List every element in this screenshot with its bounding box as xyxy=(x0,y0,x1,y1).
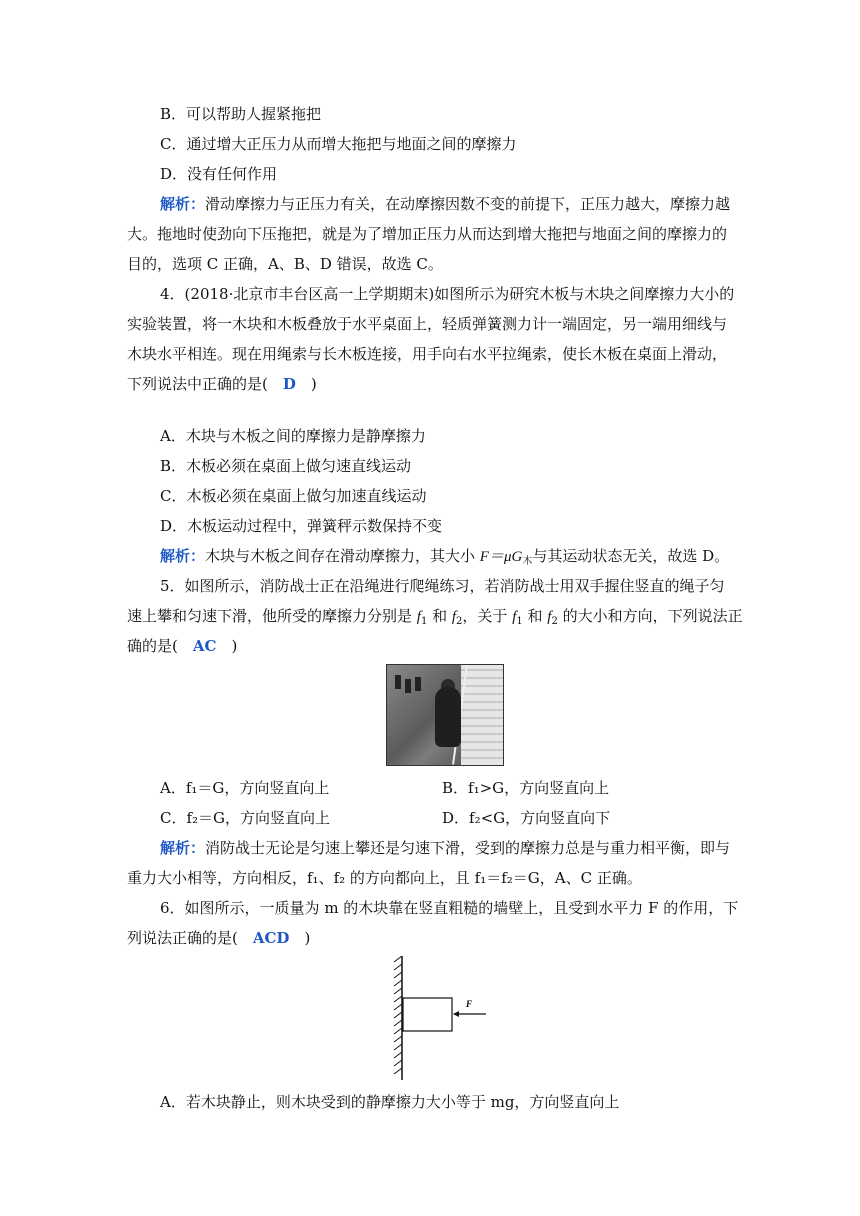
subscript-2: 2 xyxy=(551,616,558,627)
analysis-subscript: 木 xyxy=(522,556,533,567)
q3-analysis-line1 xyxy=(160,194,730,214)
analysis-formula: F＝μG xyxy=(479,549,523,565)
subscript-1: 1 xyxy=(420,616,428,627)
q3-option-b: B．可以帮助人握紧拖把 xyxy=(160,105,322,123)
q4-option-d: D．木板运动过程中，弹簧秤示数保持不变 xyxy=(160,517,443,535)
q6-stem-line2 xyxy=(127,928,310,948)
building-wall xyxy=(461,665,503,765)
q5-stem-suffix: ) xyxy=(216,637,238,655)
q3-analysis-line3: 目的，选项 C 正确，A、B、D 错误，故选 C。 xyxy=(127,255,443,273)
q3-analysis-line2: 大。拖地时使劲向下压拖把，就是为了增加正压力从而达到增大拖把与地面之间的摩擦力的 xyxy=(127,225,728,243)
force-label: F xyxy=(466,999,473,1009)
q5-stem-line3 xyxy=(127,636,237,656)
f-symbol: f xyxy=(451,609,457,625)
q5-text-c: 的大小和方向，下列说法正 xyxy=(557,607,743,625)
q6-answer: ACD xyxy=(252,929,290,947)
and-text: 和 xyxy=(427,607,452,625)
q5-stem-line1: 5．如图所示，消防战士正在沿绳进行爬绳练习，若消防战士用双手握住竖直的绳子匀 xyxy=(160,577,725,595)
q5-analysis-line1 xyxy=(160,838,730,858)
q5-stem-line2 xyxy=(127,606,743,632)
q6-option-a: A．若木块静止，则木块受到的静摩擦力大小等于 mg，方向竖直向上 xyxy=(160,1093,620,1111)
analysis-text: 消防战士无论是匀速上攀还是匀速下滑，受到的摩擦力总是与重力相平衡，即与 xyxy=(205,839,731,857)
q4-stem-suffix: ) xyxy=(295,375,317,393)
q4-stem-line3: 木块水平相连。现在用绳索与长木板连接，用手向右水平拉绳索，使长木板在桌面上滑动， xyxy=(127,345,728,363)
q4-option-b: B．木板必须在桌面上做匀速直线运动 xyxy=(160,457,412,475)
f-symbol: f xyxy=(512,609,517,625)
f-symbol: f xyxy=(416,609,421,625)
q5-text-b: ，关于 xyxy=(462,607,513,625)
q5-option-c: C．f₂＝G，方向竖直向上 xyxy=(160,809,331,827)
q5-option-a: A．f₁＝G，方向竖直向上 xyxy=(160,779,330,797)
wall-block-diagram xyxy=(392,956,492,1080)
analysis-text-end: 与其运动状态无关，故选 D。 xyxy=(532,547,730,565)
f-symbol: f xyxy=(547,609,552,625)
spectator-figure xyxy=(415,677,421,691)
analysis-label: 解析： xyxy=(160,195,206,213)
q4-stem-line1: 4．(2018·北京市丰台区高一上学期期末)如图所示为研究木板与木块之间摩擦力大小的 xyxy=(160,285,735,303)
q3-option-d: D．没有任何作用 xyxy=(160,165,278,183)
subscript-1: 1 xyxy=(516,616,523,627)
firefighter-photo xyxy=(386,664,504,766)
q5-answer: AC xyxy=(192,637,217,655)
q5-option-b: B．f₁>G，方向竖直向上 xyxy=(442,779,610,797)
q5-stem-prefix: 确的是( xyxy=(127,637,193,655)
analysis-label: 解析： xyxy=(160,839,206,857)
q4-stem-prefix: 下列说法中正确的是( xyxy=(127,375,283,393)
analysis-label: 解析： xyxy=(160,547,206,565)
q6-stem-prefix: 列说法正确的是( xyxy=(127,929,253,947)
analysis-text: 木块与木板之间存在滑动摩擦力，其大小 xyxy=(205,547,480,565)
spectator-figure xyxy=(395,675,401,689)
wall-hatching xyxy=(394,956,402,1080)
spectator-figure xyxy=(405,679,411,693)
q4-analysis xyxy=(160,546,729,572)
q4-option-c: C．木板必须在桌面上做匀加速直线运动 xyxy=(160,487,427,505)
q6-stem-suffix: ) xyxy=(289,929,311,947)
q6-stem-line1: 6．如图所示，一质量为 m 的木块靠在竖直粗糙的墙壁上，且受到水平力 F 的作用，下 xyxy=(160,899,739,917)
subscript-2: 2 xyxy=(456,616,463,627)
q5-option-d: D．f₂<G，方向竖直向下 xyxy=(442,809,611,827)
firefighter-figure xyxy=(435,687,461,747)
wooden-block xyxy=(403,998,452,1031)
q4-option-a: A．木块与木板之间的摩擦力是静摩擦力 xyxy=(160,427,426,445)
arrow-head-icon xyxy=(453,1011,459,1017)
q4-answer: D xyxy=(282,375,296,393)
q4-stem-line4 xyxy=(127,374,317,394)
q4-stem-line2: 实验装置，将一木块和木板叠放于水平桌面上，轻质弹簧测力计一端固定，另一端用细线与 xyxy=(127,315,728,333)
q3-option-c: C．通过增大正压力从而增大拖把与地面之间的摩擦力 xyxy=(160,135,517,153)
and-text: 和 xyxy=(522,607,548,625)
q5-text-a: 速上攀和匀速下滑，他所受的摩擦力分别是 xyxy=(127,607,417,625)
q5-analysis-line2: 重力大小相等，方向相反，f₁、f₂ 的方向都向上，且 f₁＝f₂＝G，A、C 正确。 xyxy=(127,869,642,887)
analysis-text: 滑动摩擦力与正压力有关，在动摩擦因数不变的前提下，正压力越大，摩擦力越 xyxy=(205,195,731,213)
